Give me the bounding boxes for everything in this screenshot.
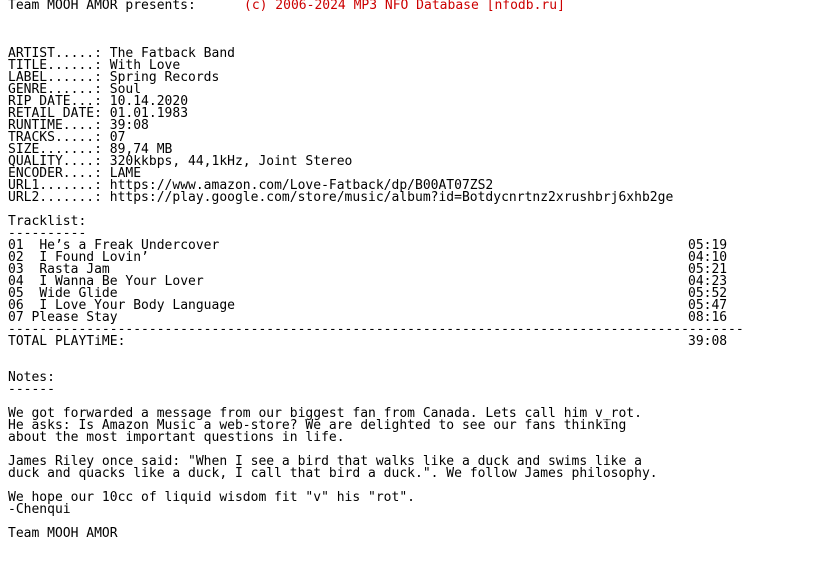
track-time: 04:23 [688, 274, 728, 289]
notes-underline: ------ [8, 382, 55, 397]
track-title: I Love Your Body Language [39, 298, 235, 313]
info-key: RIP DATE...: [8, 94, 102, 109]
nfo-document [8, 0, 808, 540]
total-playtime-value: 39:08 [688, 334, 728, 349]
track-title: I Wanna Be Your Lover [39, 274, 204, 289]
total-playtime-row [8, 336, 808, 348]
release-info [8, 48, 808, 204]
total-playtime-label: TOTAL PLAYTiME: [8, 334, 126, 349]
track-number: 03 [8, 262, 24, 277]
tracklist-underline: ---------- [8, 226, 87, 241]
info-value: 89,74 MB [109, 142, 173, 157]
signoff: Team MOOH AMOR [8, 526, 118, 541]
info-url1-value: https://www.amazon.com/Love-Fatback/dp/B00AT07ZS2 [109, 178, 494, 193]
track-number: 04 [8, 274, 24, 289]
track-number: 01 [8, 238, 24, 253]
track-number: 05 [8, 286, 24, 301]
info-value: Spring Records [109, 70, 220, 85]
notes-signature: -Chenqui [8, 502, 71, 517]
info-value: 07 [109, 130, 126, 145]
info-key: ENCODER....: [8, 166, 102, 181]
info-value: 10.14.2020 [109, 94, 189, 109]
info-key: GENRE......: [8, 82, 102, 97]
notes-text: We hope our 10cc of liquid wisdom fit "v" his "rot". [8, 490, 415, 505]
track-time: 05:52 [688, 286, 728, 301]
info-value: With Love [109, 58, 181, 73]
tracklist [8, 216, 808, 348]
track-title: Rasta Jam [39, 262, 110, 277]
track-time: 08:16 [688, 310, 728, 325]
track-row [8, 312, 808, 324]
blank-line [8, 24, 808, 36]
notes-heading: Notes: [8, 370, 55, 385]
track-time: 05:47 [688, 298, 728, 313]
info-value: LAME [109, 166, 142, 181]
info-key: TITLE......: [8, 58, 102, 73]
info-key: URL2.......: [8, 190, 102, 205]
presenter-line: Team MOOH AMOR presents: [8, 0, 196, 13]
tracklist-divider: ---------------------------------------------------------------------------------------------- [8, 324, 744, 336]
blank-line [8, 204, 808, 216]
blank-line [8, 516, 808, 528]
tracklist-heading: Tracklist: [8, 214, 87, 229]
info-key: TRACKS.....: [8, 130, 102, 145]
blank-line [8, 12, 808, 24]
blank-line [8, 348, 808, 360]
info-key: URL1.......: [8, 178, 102, 193]
info-key: RUNTIME....: [8, 118, 102, 133]
track-number: 02 [8, 250, 24, 265]
info-value: 39:08 [109, 118, 149, 133]
info-key: RETAIL DATE: [8, 106, 102, 121]
info-key: QUALITY....: [8, 154, 102, 169]
notes-text: about the most important questions in life. [8, 430, 345, 445]
info-runtime [8, 120, 808, 132]
info-value: Soul [109, 82, 142, 97]
info-key: SIZE.......: [8, 142, 102, 157]
info-value: 01.01.1983 [109, 106, 189, 121]
blank-line [8, 360, 808, 372]
info-value: The Fatback Band [109, 46, 235, 61]
info-value: 320kkbps, 44,1kHz, Joint Stereo [109, 154, 353, 169]
track-number: 07 [8, 310, 24, 325]
info-key: LABEL......: [8, 70, 102, 85]
track-time: 05:19 [688, 238, 728, 253]
notes-text: We got forwarded a message from our biggest fan from Canada. Lets call him v_rot. [8, 406, 642, 421]
track-title: Wide Glide [39, 286, 118, 301]
notes-text: He asks: Is Amazon Music a web-store? We are delighted to see our fans thinking [8, 418, 627, 433]
info-key: ARTIST.....: [8, 46, 102, 61]
notes-text: duck and quacks like a duck, I call that bird a duck.". We follow James philosophy. [8, 466, 658, 481]
notes-text: James Riley once said: "When I see a bird that walks like a duck and swims like a [8, 454, 642, 469]
track-title: Please Stay [31, 310, 118, 325]
info-url2-value: https://play.google.com/store/music/album?id=Botdycnrtnz2xrushbrj6xhb2ge [109, 190, 674, 205]
track-number: 06 [8, 298, 24, 313]
track-time: 05:21 [688, 262, 728, 277]
track-title: I Found Lovin’ [39, 250, 149, 265]
header-row [8, 0, 808, 12]
notes-section [8, 372, 808, 540]
nfodb-credit: (c) 2006-2024 MP3 NFO Database [nfodb.ru] [244, 0, 565, 13]
track-title: He’s a Freak Undercover [39, 238, 220, 253]
track-time: 04:10 [688, 250, 728, 265]
info-url2 [8, 192, 808, 204]
